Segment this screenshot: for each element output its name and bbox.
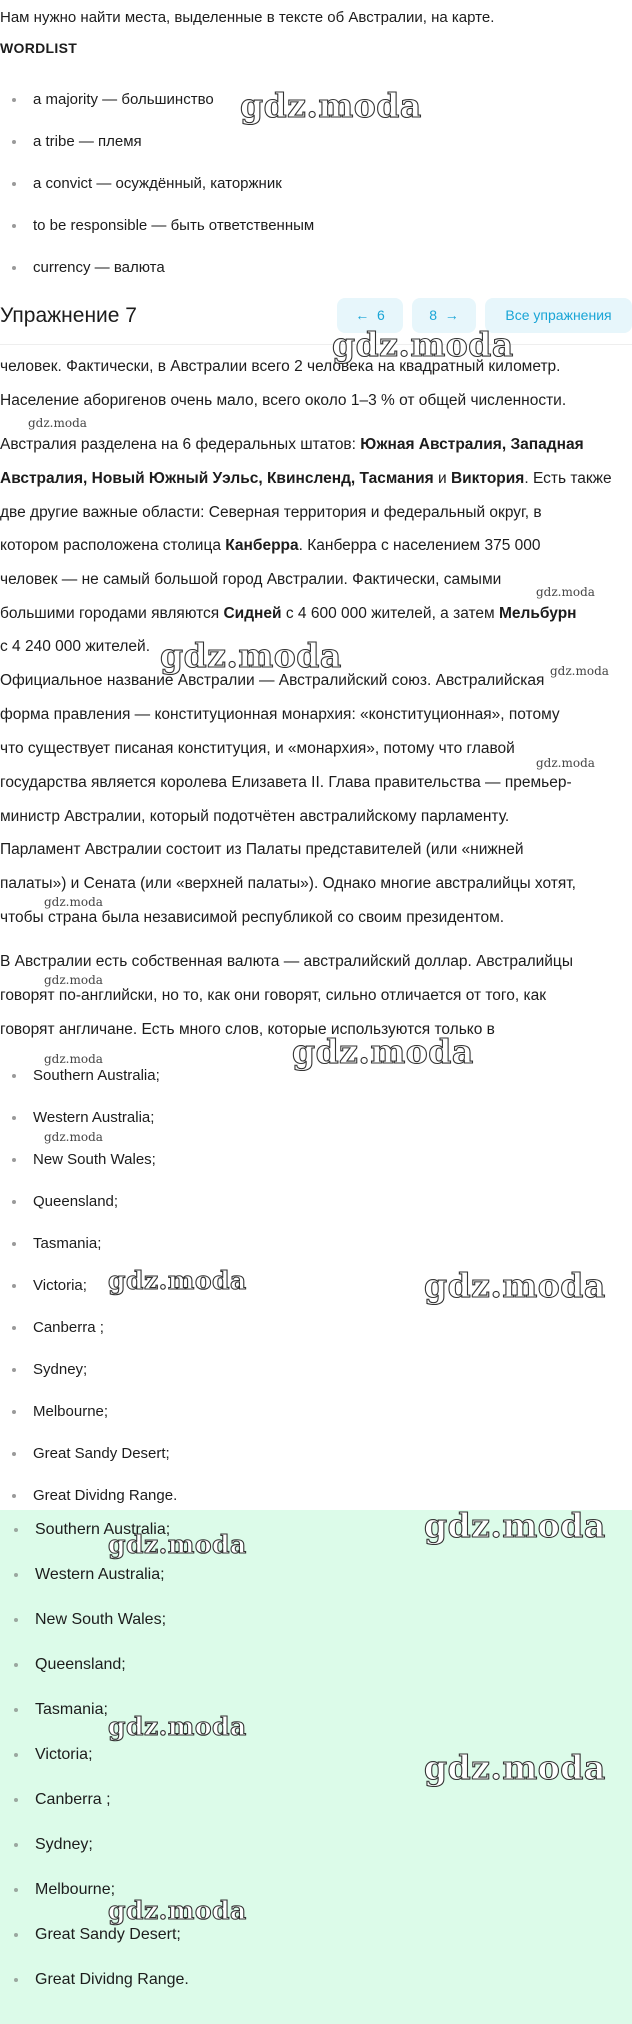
text-line: В Австралии есть собственная валюта — австралийский доллар. Австралийцы (0, 953, 573, 970)
text-line: Австралия разделена на 6 федеральных штатов: Южная Австралия, Западная (0, 436, 584, 453)
watermark: gdz.moda (108, 1530, 247, 1559)
watermark: gdz.moda (424, 1266, 606, 1305)
bullet-icon (12, 1200, 16, 1204)
text-line: говорят по-английски, но то, как они говорят, сильно отличается от того, как (0, 987, 546, 1004)
watermark: gdz.moda (44, 895, 103, 909)
bullet-icon (12, 98, 16, 102)
bullet-icon (14, 1573, 18, 1577)
text-line: говорят англичане. Есть много слов, которые используются только в (0, 1021, 495, 1038)
text-line: государства является королева Елизавета II. Глава правительства — премьер- (0, 774, 572, 791)
text-line: что существует писаная конституция, и «монархия», потому что главой (0, 740, 515, 757)
watermark: gdz.moda (424, 1506, 606, 1545)
bullet-icon (14, 1708, 18, 1712)
bullet-icon (12, 140, 16, 144)
arrow-left-icon: ← (355, 307, 370, 323)
prev-exercise-label: 6 (376, 307, 385, 323)
text-line: с 4 240 000 жителей. (0, 638, 151, 655)
bullet-icon (12, 1452, 16, 1456)
bullet-icon (12, 1326, 16, 1330)
wordlist-title: WORDLIST (0, 40, 78, 56)
text-line: Австралия, Новый Южный Уэльс, Квинсленд, Тасмания и Виктория. Есть также (0, 470, 612, 487)
watermark: gdz.moda (44, 1130, 103, 1144)
all-exercises-button[interactable]: Все упражнения (485, 298, 632, 333)
watermark: gdz.moda (44, 973, 103, 987)
text-line: человек — не самый большой город Австралии. Фактически, самыми (0, 571, 502, 588)
bullet-icon (12, 182, 16, 186)
text-line: две другие важные области: Северная территория и федеральный округ, в (0, 504, 542, 521)
watermark: gdz.moda (160, 636, 342, 675)
watermark: gdz.moda (240, 86, 422, 125)
watermark: gdz.moda (28, 416, 87, 430)
text-line: Официальное название Австралии — Австралийский союз. Австралийская (0, 672, 545, 689)
bullet-icon (14, 1843, 18, 1847)
bullet-icon (14, 1618, 18, 1622)
text-line: министр Австралии, который подотчётен австралийскому парламенту. (0, 808, 510, 825)
bullet-icon (12, 1116, 16, 1120)
text-line: форма правления — конституционная монархия: «конституционная», потому (0, 706, 560, 723)
watermark: gdz.moda (292, 1032, 474, 1071)
next-exercise-label: 8 (429, 307, 437, 323)
text-line: человек. Фактически, в Австралии всего 2 человека на квадратный километр. (0, 358, 561, 375)
arrow-right-icon: → (444, 307, 459, 323)
watermark: gdz.moda (44, 1052, 103, 1066)
intro-text: Нам нужно найти места, выделенные в тексте об Австралии, на карте. (0, 9, 495, 26)
bullet-icon (14, 1888, 18, 1892)
bullet-icon (14, 1528, 18, 1532)
bullet-icon (14, 1933, 18, 1937)
watermark: gdz.moda (536, 756, 595, 770)
watermark: gdz.moda (550, 664, 609, 678)
bullet-icon (12, 1368, 16, 1372)
bullet-icon (14, 1978, 18, 1982)
text-line: Парламент Австралии состоит из Палаты представителей (или «нижней (0, 841, 524, 858)
text-line: большими городами являются Сидней с 4 600 000 жителей, а затем Мельбурн (0, 605, 577, 622)
text-line: палаты») и Сената (или «верхней палаты»). Однако многие австралийцы хотят, (0, 875, 576, 892)
watermark: gdz.moda (536, 585, 595, 599)
watermark: gdz.moda (108, 1266, 247, 1295)
bullet-icon (12, 224, 16, 228)
divider (0, 344, 632, 345)
bullet-icon (14, 1798, 18, 1802)
exercise-title: Упражнение 7 (0, 304, 137, 327)
bullet-icon (12, 266, 16, 270)
watermark: gdz.moda (424, 1748, 606, 1787)
bullet-icon (12, 1158, 16, 1162)
text-line: котором расположена столица Канберра. Канберра с населением 375 000 (0, 537, 541, 554)
watermark: gdz.moda (108, 1896, 247, 1925)
bullet-icon (12, 1284, 16, 1288)
bullet-icon (12, 1410, 16, 1414)
bullet-icon (14, 1663, 18, 1667)
bullet-icon (12, 1242, 16, 1246)
bullet-icon (12, 1494, 16, 1498)
watermark: gdz.moda (108, 1712, 247, 1741)
bullet-icon (14, 1753, 18, 1757)
text-line: Население аборигенов очень мало, всего около 1–3 % от общей численности. (0, 392, 567, 409)
text-line: чтобы страна была независимой республикой со своим президентом. (0, 909, 505, 926)
bullet-icon (12, 1074, 16, 1078)
watermark: gdz.moda (332, 325, 514, 364)
